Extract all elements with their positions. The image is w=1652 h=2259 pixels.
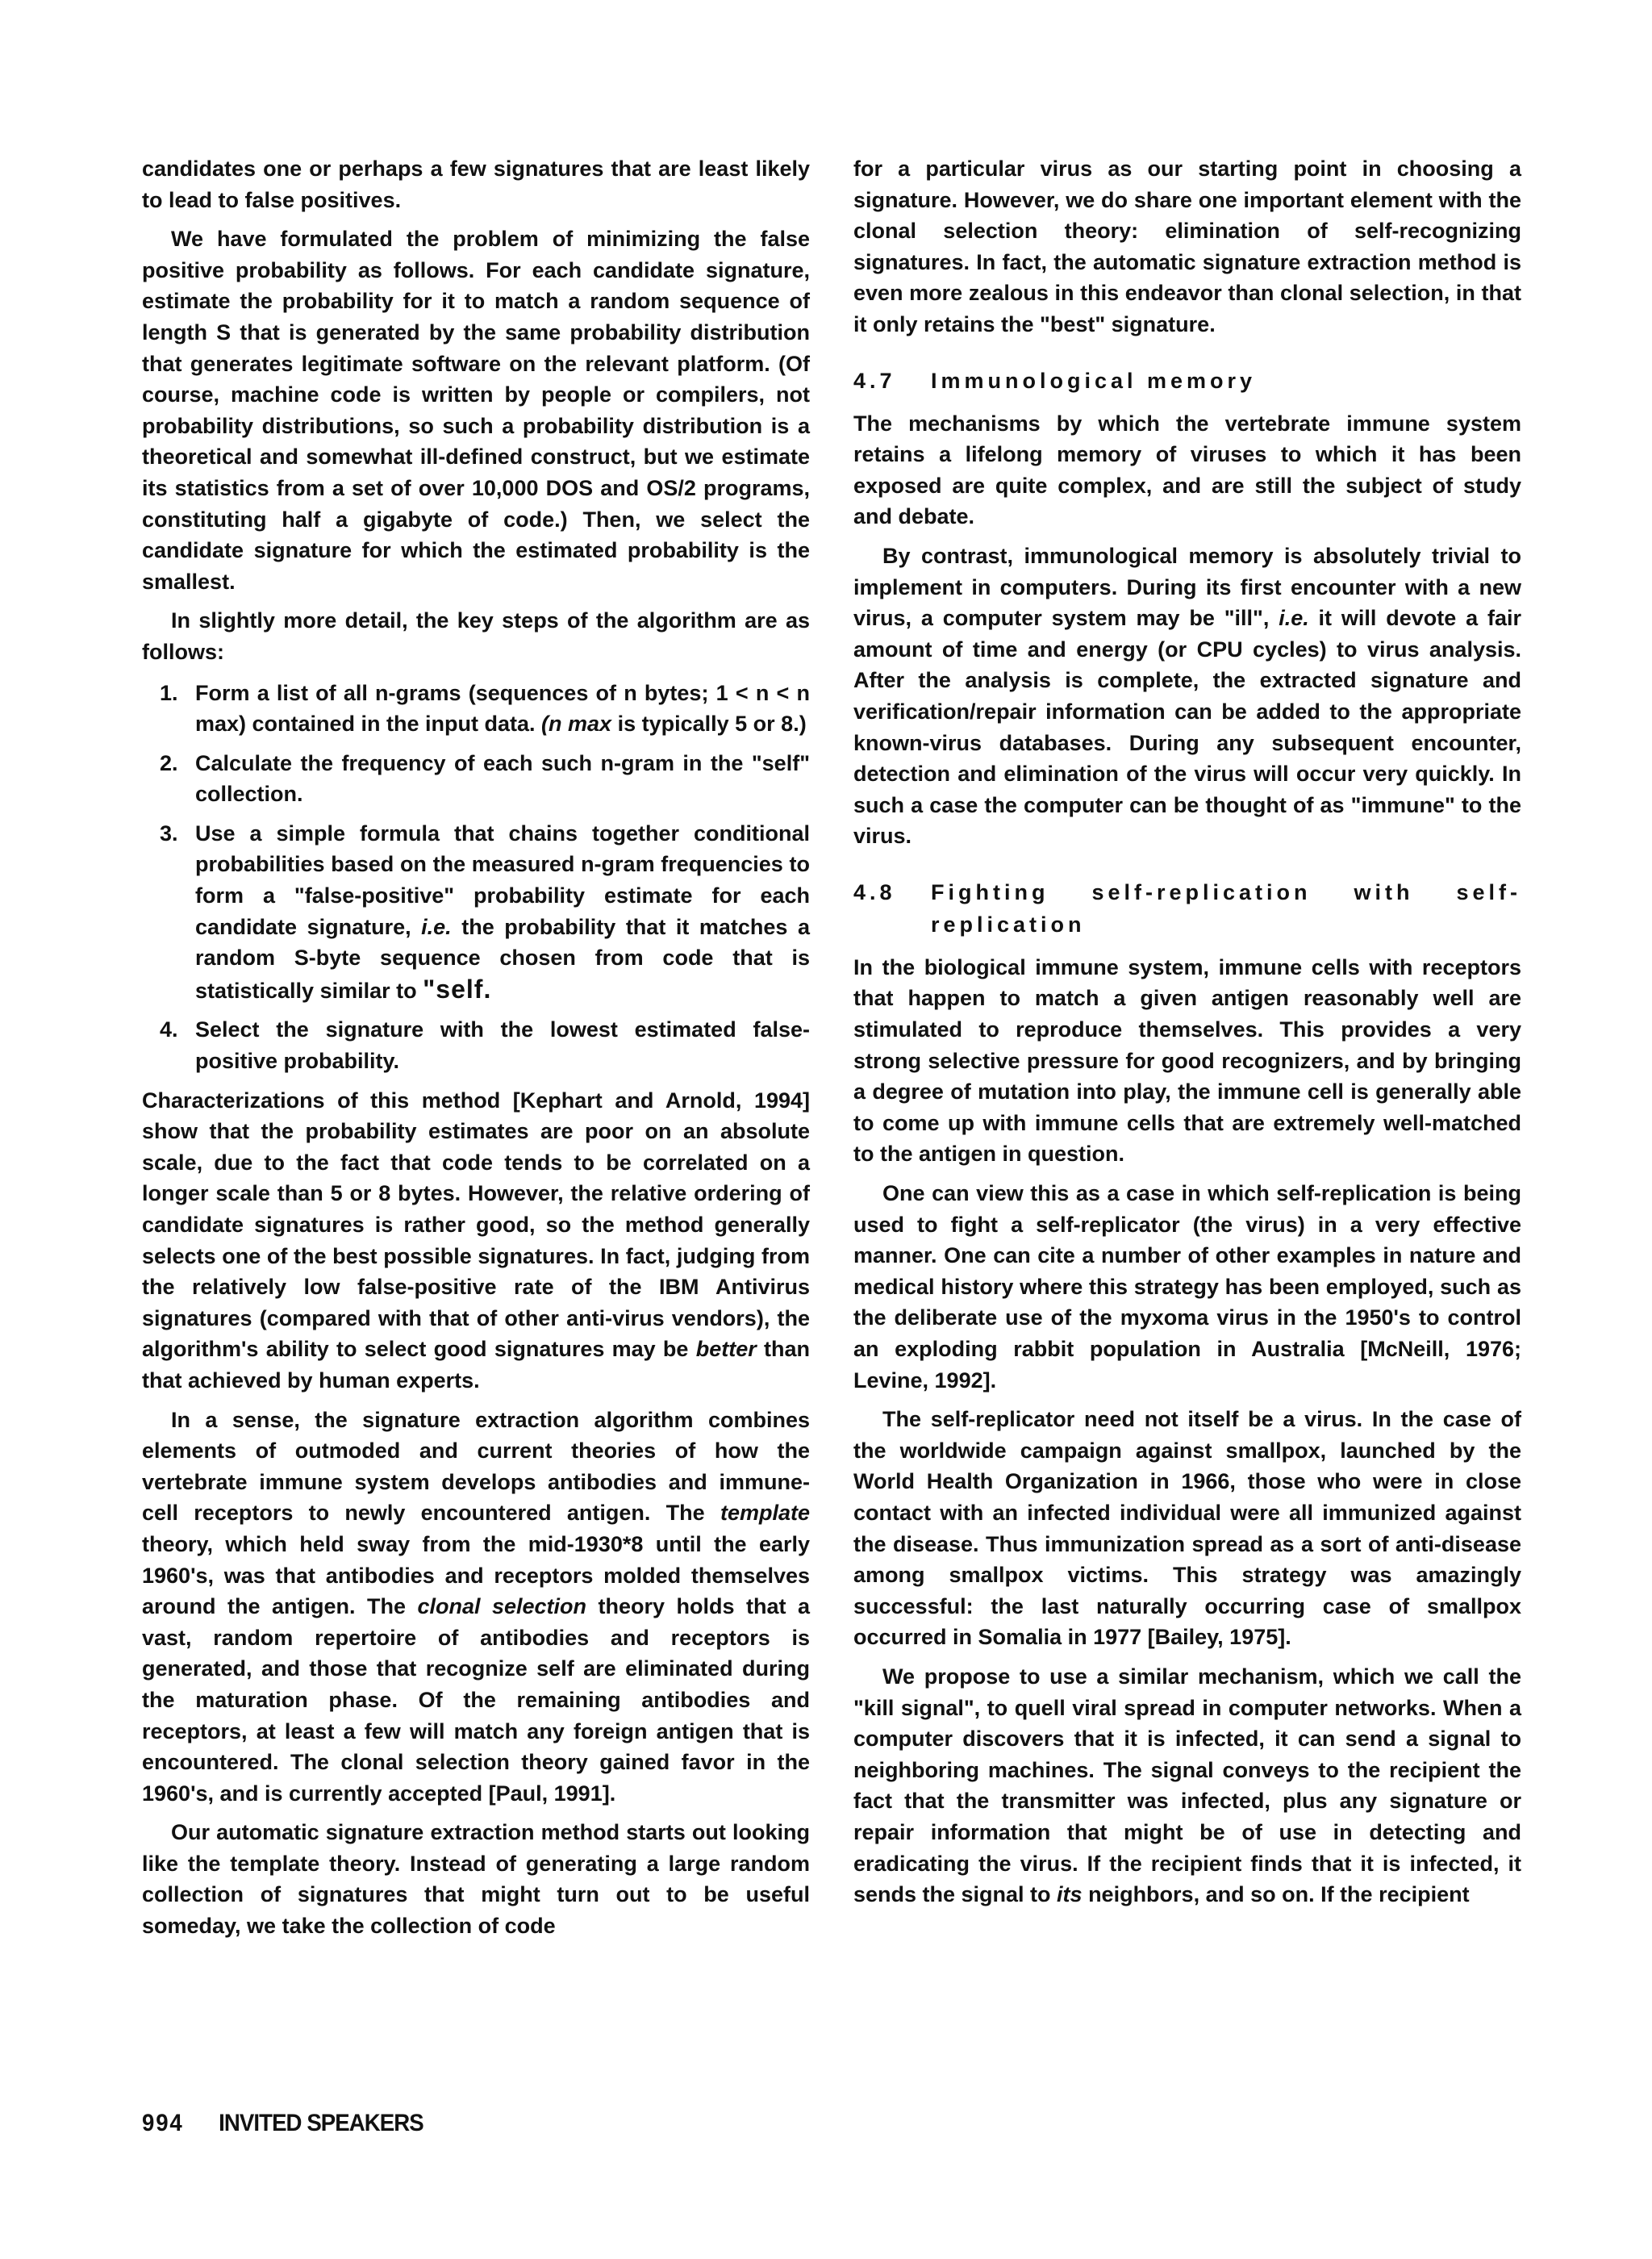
list-item — [160, 1014, 810, 1076]
left-column — [142, 153, 810, 1950]
paragraph: candidates one or perhaps a few signatures that are least likely to lead to false positives. — [142, 157, 810, 212]
paragraph: The self-replicator need not itself be a virus. In the case of the worldwide campaign against smallpox, launched by the World Health Organization in 1966, those who were in close contact with an infected individual were all immunized against the disease. Thus immunization spread as a sort of anti-disease among smallpox victims. This strategy was amazingly successful: the last naturally occurring case of smallpox occurred in Somalia in 1977 [Bailey, 1975]. — [853, 1407, 1521, 1650]
section-number: 4.8 — [853, 879, 896, 904]
paragraph: for a particular virus as our starting point in choosing a signature. However, we do share one important element with the clonal selection theory: elimination of self-recognizing signatures. In fact, the automatic signature extraction method is even more zealous in this endeavor than clonal selection, in that it only retains the "best" signature. — [853, 157, 1521, 336]
list-number: 2. — [160, 750, 178, 775]
paragraph: By contrast, immunological memory is absolutely trivial to implement in computers. During its first encounter with a new virus, a computer system may be "ill", i.e. it will devote a fair amount of time and energy (or CPU cycles) to virus analysis. After the analysis is complete, the extracted signature and verification/repair information can be added to the appropriate known-virus databases. During any subsequent encounter, detection and elimination of the virus will occur very quickly. In such a case the computer can be thought of as "immune" to the virus. — [853, 543, 1521, 849]
page-number: 994 — [142, 2110, 184, 2136]
paragraph: The mechanisms by which the vertebrate immune system retains a lifelong memory of viruses to which it has been exposed are quite complex, and are still the subject of study and debate. — [853, 411, 1521, 529]
section-title: Fighting self-replication with self-replication — [931, 879, 1521, 937]
list-item — [160, 678, 810, 740]
list-item — [160, 748, 810, 810]
list-text: is typically 5 or 8.) — [611, 712, 807, 737]
list-text: the probability that it matches a random S-byte sequence chosen from code that is statistically similar to — [195, 914, 810, 1003]
running-title: INVITED SPEAKERS — [219, 2110, 423, 2136]
list-text: Form a list of all n-grams (sequences of n bytes; 1 < n < n max) contained in the input data. — [195, 680, 810, 737]
paragraph: In slightly more detail, the key steps of the algorithm are as follows: — [142, 608, 810, 664]
right-column — [853, 153, 1521, 1919]
paragraph: Characterizations of this method [Kephart and Arnold, 1994] show that the probability estimates are poor on an absolute scale, due to the fact that code tends to be correlated on a longer scale than 5 or 8 bytes. However, the relative ordering of candidate signatures is rather good, so the method generally selects one of the best possible signatures. In fact, judging from the relatively low false-positive rate of the IBM Antivirus signatures (compared with that of other anti-virus vendors), the algorithm's ability to select good signatures may be better than that achieved by human experts. — [142, 1088, 810, 1393]
section-title: Immunological memory — [931, 368, 1257, 393]
paragraph: We propose to use a similar mechanism, which we call the "kill signal", to quell viral spread in computer networks. When a computer discovers that it is infected, it can send a signal to neighboring machines. The signal conveys to the recipient the fact that the transmitter was infected, plus any signature or repair information that might be of use in detecting and eradicating the virus. If the recipient finds that it is infected, it sends the signal to its neighbors, and so on. If the recipient — [853, 1664, 1521, 1907]
list-item — [160, 818, 810, 1007]
section-heading-4-8 — [853, 876, 1521, 941]
paragraph: In the biological immune system, immune cells with receptors that happen to match a given antigen reasonably well are stimulated to reproduce themselves. This provides a very strong selective pressure for good recognizers, and by bringing a degree of mutation into play, the immune cell is generally able to come up with immune cells that are extremely well-matched to the antigen in question. — [853, 954, 1521, 1167]
paragraph: We have formulated the problem of minimizing the false positive probability as follows. For each candidate signature, estimate the probability for it to match a random sequence of length S that is generated by the same probability distribution that generates legitimate software on the relevant platform. (Of course, machine code is written by people or compilers, not probability distributions, so such a probability distribution is a theoretical and somewhat ill-defined construct, but we estimate its statistics from a set of over 10,000 DOS and OS/2 programs, constituting half a gigabyte of code.) Then, we select the candidate signature for which the estimated probability is the smallest. — [142, 227, 810, 594]
list-number: 3. — [160, 821, 178, 846]
list-text-large: "self. — [423, 974, 492, 1004]
algorithm-steps-list — [142, 678, 810, 1077]
paragraph: In a sense, the signature extraction algorithm combines elements of outmoded and current theories of how the vertebrate immune system develops antibodies and immune-cell receptors to newly encountered antigen. The template theory, which held sway from the mid-1930*8 until the early 1960's, was that antibodies and receptors molded themselves around the antigen. The clonal selection theory holds that a vast, random repertoire of antibodies and receptors is generated, and those that recognize self are eliminated during the maturation phase. Of the remaining antibodies and receptors, at least a few will match any foreign antigen that is encountered. The clonal selection theory gained favor in the 1960's, and is currently accepted [Paul, 1991]. — [142, 1407, 810, 1806]
section-heading-4-7 — [853, 365, 1521, 397]
list-number: 1. — [160, 680, 178, 705]
list-number: 4. — [160, 1017, 178, 1042]
paragraph: Our automatic signature extraction method starts out looking like the template theory. Instead of generating a large random collection of signatures that might turn out to be useful someday, we take the collection of code — [142, 1820, 810, 1939]
page-footer — [142, 2110, 423, 2137]
list-text: Use a simple formula that chains together conditional probabilities based on the measured n-gram frequencies to form a "false-positive" probability estimate for each candidate signature, — [195, 821, 810, 939]
list-text: Select the signature with the lowest estimated false-positive probability. — [195, 1017, 810, 1074]
paragraph: One can view this as a case in which self-replication is being used to fight a self-replicator (the virus) in a very effective manner. One can cite a number of other examples in nature and medical history where this strategy has been employed, such as the deliberate use of the myxoma virus in the 1950's to control an exploding rabbit population in Australia [McNeill, 1976; Levine, 1992]. — [853, 1181, 1521, 1393]
list-text-italic: (n max — [541, 712, 612, 737]
section-number: 4.7 — [853, 368, 896, 393]
list-text-italic: i.e. — [421, 914, 452, 939]
list-text: Calculate the frequency of each such n-gram in the "self" collection. — [195, 750, 810, 807]
